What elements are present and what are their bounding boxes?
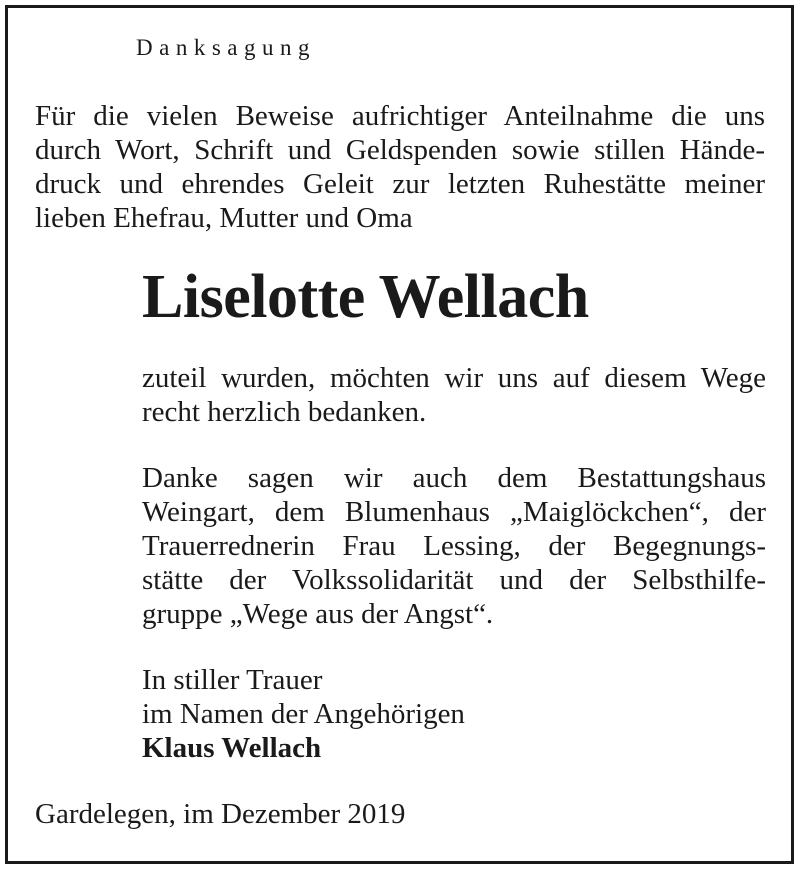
also-thanks-line: stätte der Volkssolidarität und der Selbsthilfe- xyxy=(142,564,766,596)
thanks-line: recht herzlich bedanken. xyxy=(142,396,427,428)
also-thanks-line: Trauerrednerin Frau Lessing, der Begegnungs- xyxy=(142,530,766,562)
intro-line: Für die vielen Beweise aufrichtiger Anteilnahme die uns xyxy=(35,100,765,132)
also-thanks-line: Danke sagen wir auch dem Bestattungshaus xyxy=(142,462,766,494)
intro-line: durch Wort, Schrift und Geldspenden sowie stillen Hände- xyxy=(35,134,765,166)
thanks-line: zuteil wurden, möchten wir uns auf diesem Wege xyxy=(142,362,766,394)
signature-name: Klaus Wellach xyxy=(142,732,322,764)
deceased-name: Liselotte Wellach xyxy=(142,263,589,331)
intro-line: lieben Ehefrau, Mutter und Oma xyxy=(35,202,413,234)
also-thanks-line: gruppe „Wege aus der Angst“. xyxy=(142,598,494,630)
signature-line: In stiller Trauer xyxy=(142,664,323,696)
signature-line: im Namen der Angehörigen xyxy=(142,698,465,730)
place-date: Gardelegen, im Dezember 2019 xyxy=(35,798,406,830)
notice-heading: Danksagung xyxy=(136,35,316,60)
intro-line: druck und ehrendes Geleit zur letzten Ruhestätte meiner xyxy=(35,168,765,200)
also-thanks-line: Weingart, dem Blumenhaus „Maiglöckchen“, der xyxy=(142,496,766,528)
